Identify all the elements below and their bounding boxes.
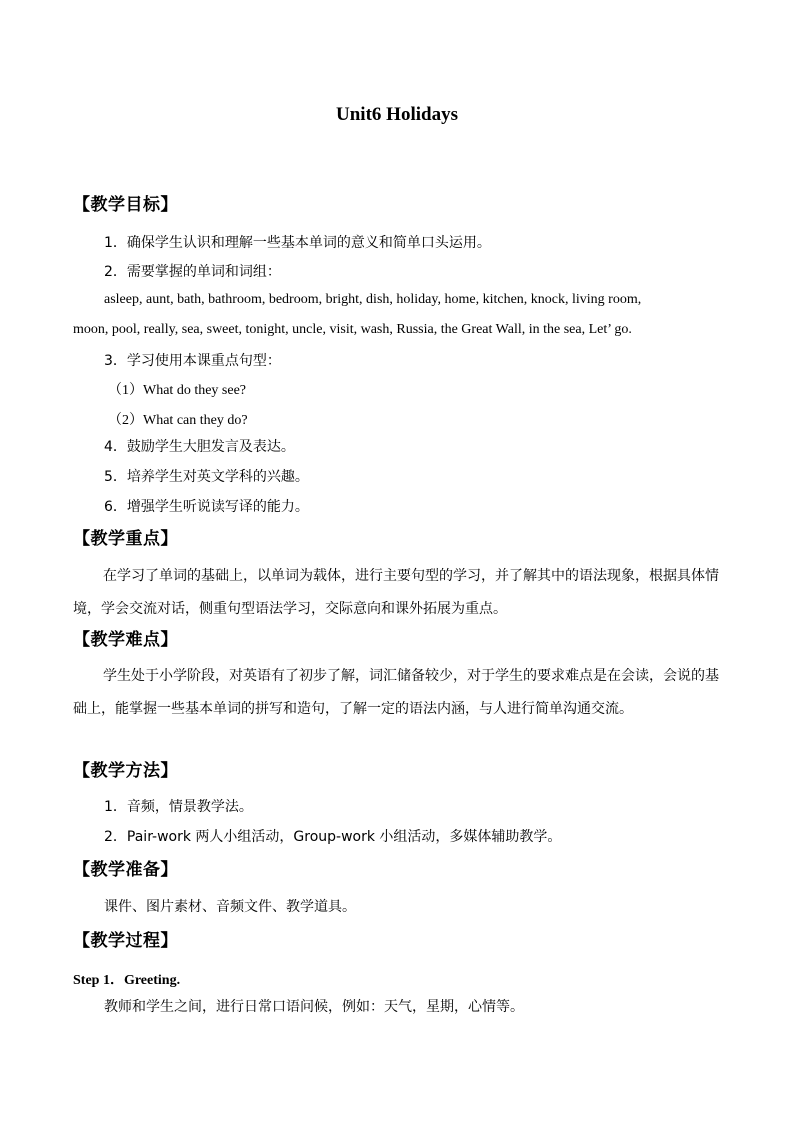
vocab-line-1: asleep, aunt, bath, bathroom, bedroom, bright, dish, holiday, home, kitchen, knock, living room,: [104, 292, 642, 307]
heading-teaching-goals: 【教学目标】: [73, 195, 178, 215]
key-points-text: 在学习了单词的基础上，以单词为载体，进行主要句型的学习，并了解其中的语法现象，根据具体情境，学会交流对话，侧重句型语法学习，交际意向和课外拓展为重点。: [73, 568, 719, 617]
goal-item-2: 2．需要掌握的单词和词组：: [104, 264, 281, 280]
document-title: Unit6 Holidays: [336, 104, 458, 125]
heading-methods: 【教学方法】: [73, 761, 178, 781]
heading-process: 【教学过程】: [73, 931, 178, 951]
heading-key-points: 【教学重点】: [73, 529, 178, 549]
difficulties-text: 学生处于小学阶段，对英语有了初步了解，词汇储备较少，对于学生的要求难点是在会读，会说的基础上，能掌握一些基本单词的拼写和造句，了解一定的语法内涵，与人进行简单沟通交流。: [73, 668, 719, 717]
goal-item-1: 1．确保学生认识和理解一些基本单词的意义和简单口头运用。: [104, 235, 491, 251]
method-item-2: 2．Pair-work 两人小组活动，Group-work 小组活动，多媒体辅助教学。: [104, 829, 562, 845]
goal-item-5: 5．培养学生对英文学科的兴趣。: [104, 469, 309, 485]
method-item-1: 1．音频，情景教学法。: [104, 799, 253, 815]
goal-item-4: 4．鼓励学生大胆发言及表达。: [104, 439, 295, 455]
step-1-text: 教师和学生之间，进行日常口语问候，例如：天气，星期，心情等。: [104, 999, 524, 1015]
heading-preparation: 【教学准备】: [73, 860, 178, 880]
preparation-text: 课件、图片素材、音频文件、教学道具。: [104, 899, 356, 915]
vocab-line-2: moon, pool, really, sea, sweet, tonight, uncle, visit, wash, Russia, the Great Wall, in the sea, Let’ go.: [73, 322, 632, 337]
key-sentence-1: （1）What do they see?: [108, 383, 247, 398]
key-sentence-2: （2）What can they do?: [108, 413, 248, 428]
goal-item-3: 3．学习使用本课重点句型：: [104, 353, 281, 369]
step-1-title: Step 1．Greeting.: [73, 973, 181, 988]
heading-difficulties: 【教学难点】: [73, 630, 178, 650]
goal-item-6: 6．增强学生听说读写译的能力。: [104, 499, 309, 515]
